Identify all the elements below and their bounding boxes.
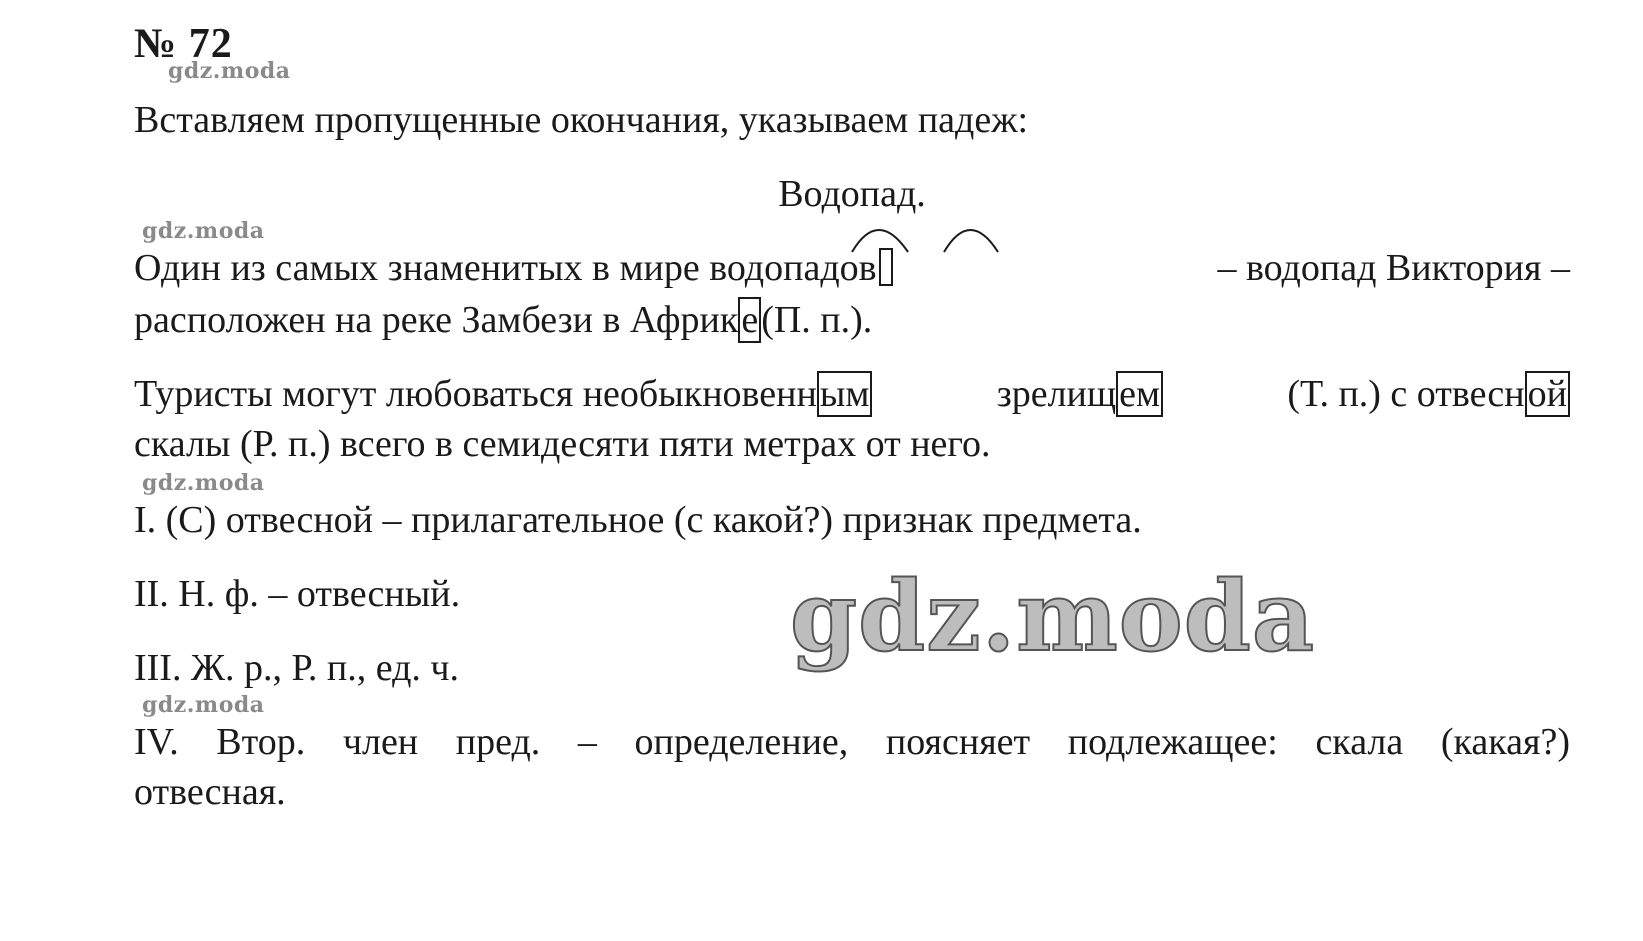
- paragraph2-line1: [134, 372, 1570, 416]
- p2-segment-a: Туристы могут любоваться необыкновенным: [134, 372, 872, 416]
- ending-box-e: е: [738, 297, 761, 343]
- ending-box-oy: ой: [1525, 371, 1570, 417]
- watermark-small: gdz.moda: [168, 58, 291, 84]
- paragraph1-line2-post: (П. п.).: [761, 299, 873, 341]
- analysis-iii: III. Ж. р., Р. п., ед. ч.: [134, 647, 460, 689]
- p2-segment-b: зрелищем: [997, 372, 1163, 416]
- watermark-small: gdz.moda: [142, 218, 265, 244]
- watermark-large: gdz.moda: [790, 560, 1316, 673]
- paragraph1-line1: [134, 246, 1570, 290]
- intro-text: Вставляем пропущенные окончания, указываем падеж:: [134, 99, 1029, 141]
- watermark-small: gdz.moda: [142, 692, 265, 718]
- analysis-iv-line1: IV. Втор. член пред. – определение, поясняет подлежащее: скала (какая?): [134, 721, 1570, 763]
- analysis-iv-line2: отвесная.: [134, 771, 286, 813]
- paragraph2-line2: скалы (Р. п.) всего в семидесяти пяти метрах от него.: [134, 423, 991, 465]
- ending-box-ym: ым: [817, 371, 873, 417]
- watermark-small: gdz.moda: [142, 470, 265, 496]
- paragraph1-line1-post: – водопад Виктория –: [1217, 247, 1570, 289]
- paragraph1-line2: [134, 298, 1570, 342]
- task-number: № 72: [134, 21, 233, 67]
- ending-box-em: ем: [1116, 371, 1163, 417]
- text-heading: Водопад.: [778, 173, 926, 215]
- zero-ending-box: [879, 248, 893, 286]
- p2-segment-c: (Т. п.) с отвесной: [1287, 372, 1570, 416]
- analysis-ii: II. Н. ф. – отвесный.: [134, 573, 461, 615]
- paragraph1-line1-pre: Один из самых знаменитых в мире водопадов: [134, 246, 893, 290]
- paragraph1-line2-pre: расположен на реке Замбези в Африк: [134, 299, 739, 341]
- analysis-i: I. (С) отвесной – прилагательное (с какой?) признак предмета.: [134, 499, 1142, 541]
